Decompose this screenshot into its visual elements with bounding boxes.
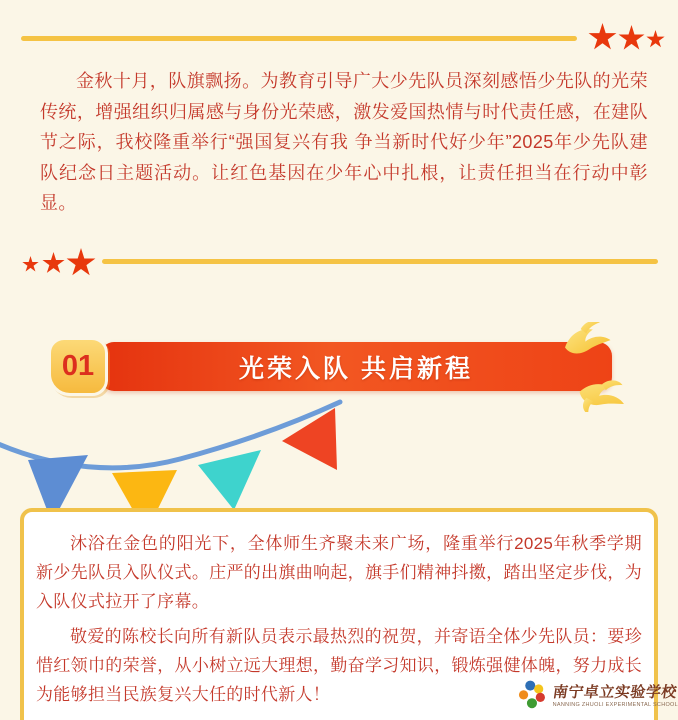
star-icon xyxy=(588,23,617,52)
dove-icon xyxy=(552,322,638,412)
school-name-block xyxy=(553,681,678,708)
top-divider-line xyxy=(21,36,577,41)
section-number: 01 xyxy=(61,350,95,382)
star-icon xyxy=(646,30,665,49)
second-divider-line xyxy=(102,259,658,264)
school-logo-icon xyxy=(516,674,550,714)
star-icon xyxy=(22,256,39,273)
school-name-en: NANNING ZHUOLI EXPERIMENTAL SCHOOL xyxy=(552,701,678,708)
school-name-cn: 南宁卓立实验学校 xyxy=(551,682,678,701)
section-title: 光荣入队 共启新程 xyxy=(239,354,473,383)
star-icon xyxy=(66,248,96,278)
intro-paragraph: 金秋十月，队旗飘扬。为教育引导广大少先队员深刻感悟少先队的光荣传统，增强组织归属感与身份光荣感，激发爱国热情与时代责任感，在建队节之际，我校隆重举行“强国复兴有我 争当新时代好少年”2025年少先队建队纪念日主题活动。让红色基因在少年心中扎根，让责任担当在行动中彰显。 xyxy=(40,71,648,213)
star-icon xyxy=(42,252,65,275)
section-banner xyxy=(100,342,612,391)
school-watermark xyxy=(516,674,678,714)
card-paragraph-1: 沐浴在金色的阳光下，全体师生齐聚未来广场，隆重举行2025年秋季学期新少先队员入队仪式。庄严的出旗曲响起，旗手们精神抖擞，踏出坚定步伐，为入队仪式拉开了序幕。 xyxy=(36,534,642,611)
card-paragraph-2: 敬爱的陈校长向所有新队员表示最热烈的祝贺，并寄语全体少先队员：要珍惜红领巾的荣誉，从小树立远大理想，勤奋学习知识，锻炼强健体魄，努力成长为能够担当民族复兴大任的时代新人！ xyxy=(36,627,642,704)
star-icon xyxy=(618,25,645,52)
section-number-badge xyxy=(48,337,108,396)
